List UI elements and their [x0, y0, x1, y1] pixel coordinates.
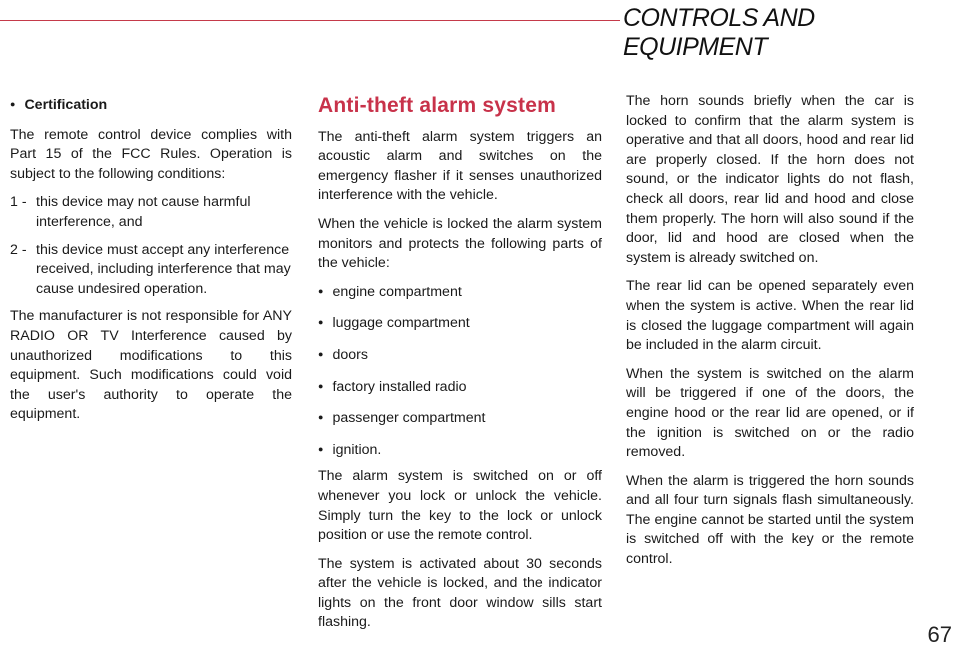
paragraph: When the alarm is triggered the horn sounds and all four turn signals flash simultaneously. The engine cannot be started until the system is switched off with the key or the remote control. — [626, 472, 914, 568]
condition-text: this device may not cause harmful interference, and — [36, 194, 251, 230]
list-item — [318, 314, 602, 335]
column-certification — [10, 92, 292, 434]
list-item-label: engine compartment — [332, 283, 462, 300]
bullet-icon: ● — [318, 317, 324, 328]
condition-item — [10, 193, 292, 232]
section-title: Anti-theft alarm system — [318, 94, 556, 117]
certification-note: The manufacturer is not responsible for ANY RADIO OR TV Interference caused by unauthorized modifications to this equipment. Such modifications could void the user's authority to operate the equipment. — [10, 308, 292, 423]
column-alarm-details — [626, 92, 914, 579]
certification-intro: The remote control device complies with Part 15 of the FCC Rules. Operation is subject to the following conditions: — [10, 126, 292, 182]
list-item-label: doors — [332, 346, 368, 363]
bullet-icon: ● — [318, 285, 324, 296]
section-header-title: CONTROLS AND EQUIPMENT — [623, 4, 815, 61]
paragraph: When the vehicle is locked the alarm system monitors and protects the following parts of the vehicle: — [318, 215, 602, 272]
list-item-label: ignition. — [332, 441, 382, 458]
list-item — [318, 378, 602, 399]
condition-item — [10, 241, 292, 300]
bullet-icon: ● — [318, 412, 324, 423]
paragraph: The rear lid can be opened separately even when the system is active. When the rear lid is closed the luggage compartment will again be included in the alarm circuit. — [626, 278, 914, 354]
bullet-icon: ● — [318, 348, 324, 359]
page-number: 67 — [927, 622, 952, 647]
list-item-label: factory installed radio — [332, 378, 467, 395]
condition-number: 2 - — [10, 241, 27, 258]
paragraph: When the system is switched on the alarm will be triggered if one of the doors, the engine hood or the rear lid are opened, or if the ignition is switched on or the radio removed. — [626, 365, 914, 461]
condition-number: 1 - — [10, 194, 27, 211]
condition-text: this device must accept any interference received, including interference that may cause undesired operation. — [36, 241, 291, 297]
certification-heading: ● Certification — [10, 96, 292, 117]
list-item — [318, 283, 602, 304]
paragraph: The system is activated about 30 seconds after the vehicle is locked, and the indicator lights on the front door window sills start flashing. — [318, 555, 602, 631]
paragraph: The anti-theft alarm system triggers an acoustic alarm and switches on the emergency flasher if it senses unauthorized interference with the vehicle. — [318, 128, 602, 204]
paragraph: The alarm system is switched on or off whenever you lock or unlock the vehicle. Simply turn the key to the lock or unlock position or use the remote control. — [318, 468, 602, 544]
header-rule — [0, 20, 620, 21]
bullet-icon: ● — [318, 380, 324, 391]
paragraph: The horn sounds briefly when the car is locked to confirm that the alarm system is operative and that all doors, hood and rear lid are properly closed. If the horn does not sound, or the indicator lights do not flash, check all doors, rear lid and hood and close them properly. The horn will also sound if the door, lid and hood are closed when the system is already switched on. — [626, 93, 914, 266]
column-anti-theft — [318, 96, 602, 642]
list-item — [318, 441, 602, 462]
list-item-label: passenger compartment — [332, 410, 486, 427]
list-item — [318, 346, 602, 367]
list-item — [318, 409, 602, 430]
list-item-label: luggage compartment — [332, 315, 470, 332]
bullet-icon: ● — [318, 443, 324, 454]
